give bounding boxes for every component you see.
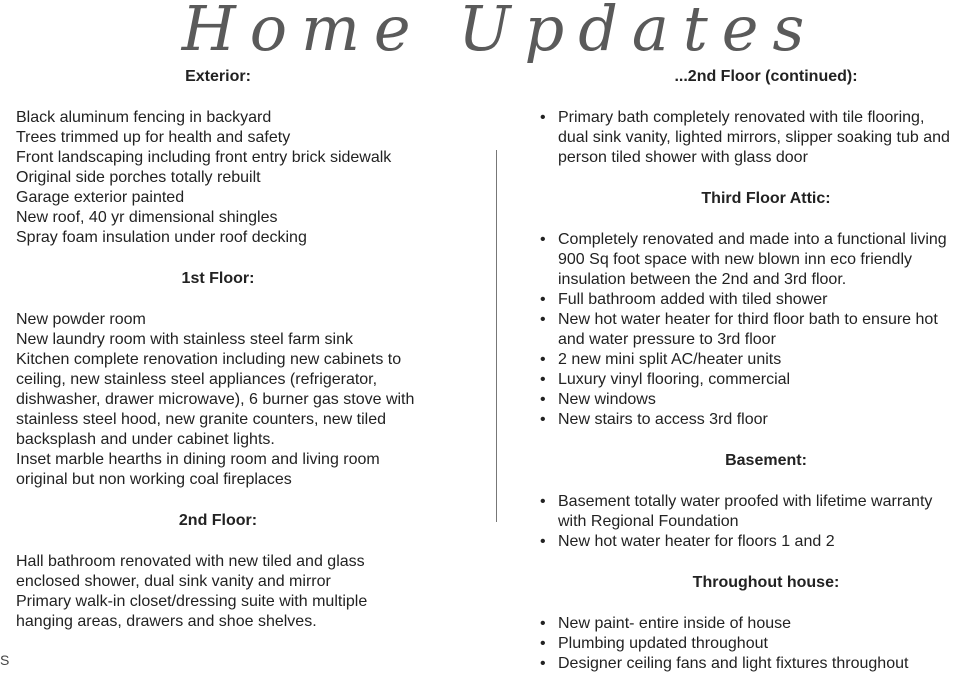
column-divider (496, 150, 497, 522)
second-floor-list (0, 552, 460, 632)
list-item: • Inset marble hearths in dining room and living room (0, 450, 460, 470)
list-item: • Designer ceiling fans and light fixtures throughout (538, 654, 960, 674)
list-item: • 2 new mini split AC/heater units (538, 350, 960, 370)
list-item: • New hot water heater for third floor bath to ensure hot (538, 310, 960, 330)
list-item: • Luxury vinyl flooring, commercial (538, 370, 960, 390)
section-heading-throughout-house: Throughout house: (692, 574, 840, 591)
page-title: Home Updates (181, 0, 819, 65)
list-item: • New paint- entire inside of house (538, 614, 960, 634)
list-item: • Basement totally water proofed with lifetime warranty (538, 492, 960, 512)
third-floor-list (538, 230, 960, 430)
list-item-continuation: and water pressure to 3rd floor (558, 331, 776, 348)
list-item-continuation: ceiling, new stainless steel appliances (refrigerator, (16, 371, 378, 388)
second-floor-continued-list (538, 108, 960, 168)
list-item-continuation: hanging areas, drawers and shoe shelves. (16, 613, 317, 630)
list-item: • New stairs to access 3rd floor (538, 410, 960, 430)
stray-mark: S (0, 652, 10, 668)
list-item-continuation: person tiled shower with glass door (558, 149, 808, 166)
exterior-list (0, 108, 460, 248)
basement-list (538, 492, 960, 552)
list-item: • New windows (538, 390, 960, 410)
section-heading-third-floor-attic: Third Floor Attic: (701, 190, 831, 207)
list-item: • Trees trimmed up for health and safety (0, 128, 460, 148)
list-item-continuation: dual sink vanity, lighted mirrors, slipper soaking tub and (558, 129, 950, 146)
section-heading-exterior: Exterior: (185, 68, 251, 85)
list-item-continuation: enclosed shower, dual sink vanity and mirror (16, 573, 331, 590)
list-item: • Spray foam insulation under roof decking (0, 228, 460, 248)
list-item-continuation: with Regional Foundation (558, 513, 739, 530)
list-item: • Front landscaping including front entry brick sidewalk (0, 148, 460, 168)
list-item-continuation: dishwasher, drawer microwave), 6 burner gas stove with (16, 391, 415, 408)
list-item: • Primary walk-in closet/dressing suite with multiple (0, 592, 460, 612)
list-item: • Full bathroom added with tiled shower (538, 290, 960, 310)
list-item: • New roof, 40 yr dimensional shingles (0, 208, 460, 228)
list-item: • Black aluminum fencing in backyard (0, 108, 460, 128)
left-column (0, 66, 460, 632)
list-item-continuation: backsplash and under cabinet lights. (16, 431, 275, 448)
right-column (538, 66, 960, 674)
section-heading-1st-floor: 1st Floor: (181, 270, 255, 287)
list-item: • Plumbing updated throughout (538, 634, 960, 654)
list-item: • New powder room (0, 310, 460, 330)
section-heading-2nd-floor: 2nd Floor: (178, 512, 258, 529)
list-item: • New laundry room with stainless steel farm sink (0, 330, 460, 350)
list-item: • Primary bath completely renovated with tile flooring, (538, 108, 960, 128)
section-heading-basement: Basement: (725, 452, 807, 469)
list-item: • Garage exterior painted (0, 188, 460, 208)
list-item-continuation: stainless steel hood, new granite counters, new tiled (16, 411, 386, 428)
list-item: • New hot water heater for floors 1 and 2 (538, 532, 960, 552)
list-item-continuation: original but non working coal fireplaces (16, 471, 292, 488)
list-item: • Original side porches totally rebuilt (0, 168, 460, 188)
list-item-continuation: 900 Sq foot space with new blown inn eco friendly (558, 251, 912, 268)
list-item: • Hall bathroom renovated with new tiled and glass (0, 552, 460, 572)
list-item-continuation: insulation between the 2nd and 3rd floor. (558, 271, 847, 288)
list-item: • Kitchen complete renovation including new cabinets to (0, 350, 460, 370)
list-item: • Completely renovated and made into a functional living (538, 230, 960, 250)
section-heading-2nd-floor-continued: ...2nd Floor (continued): (674, 68, 858, 85)
first-floor-list (0, 310, 460, 490)
throughout-house-list (538, 614, 960, 674)
